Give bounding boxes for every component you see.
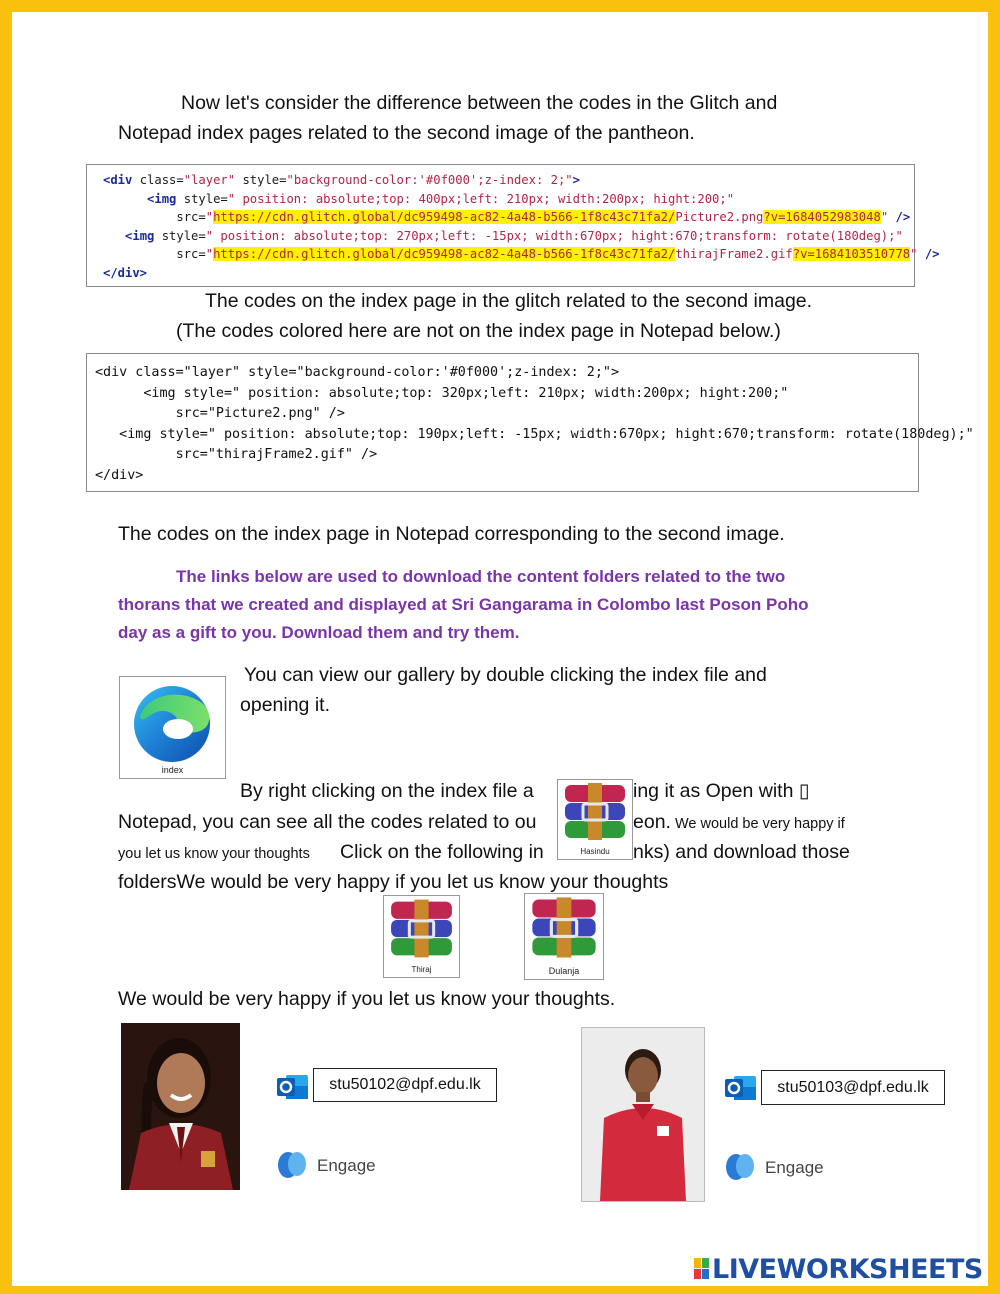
outlook-icon[interactable] [276, 1072, 310, 1102]
code-line: </div> [103, 265, 148, 280]
engage-icon[interactable] [724, 1151, 756, 1183]
code-string: " [880, 210, 889, 225]
code-string: " [910, 247, 918, 262]
download-note-line-1: The links below are used to download the content folders related to the two [176, 567, 786, 586]
code-line: <img style=" position: absolute;top: 320px;left: 210px; width:200px; hight:200;" [95, 385, 789, 401]
caption-glitch-line-2: (The codes colored here are not on the index page in Notepad below.) [176, 320, 781, 342]
index-file-link[interactable] [119, 676, 226, 779]
archive-label: Thiraj [411, 965, 432, 974]
rightclick-line-2c: We would be very happy if [675, 816, 845, 832]
code-tag: /> [917, 247, 940, 262]
archive-download-dulanja[interactable] [524, 893, 604, 980]
student-portrait-image [582, 1028, 704, 1201]
code-string: "background-color:'#0f000';z-index: 2;" [286, 173, 573, 187]
code-line: src="Picture2.png" /> [95, 406, 345, 422]
code-attr: style= [235, 173, 287, 187]
highlighted-url: https://cdn.glitch.global/dc959498-ac82-4a48-b566-1f8c43c71fa2/ [213, 247, 676, 262]
highlighted-url: https://cdn.glitch.global/dc959498-ac82-4a48-b566-1f8c43c71fa2/ [213, 210, 676, 225]
engage-icon[interactable] [276, 1149, 308, 1181]
code-string: "layer" [183, 173, 236, 187]
archive-download-thiraj[interactable] [383, 895, 460, 978]
email-link-2[interactable]: stu50103@dpf.edu.lk [761, 1070, 945, 1105]
gallery-text-line-2: opening it. [240, 694, 330, 716]
winrar-archive-icon [525, 894, 603, 962]
code-line [103, 208, 914, 227]
code-string: " position: absolute;top: 400px;left: 210px; width:200px; hight:200;" [227, 191, 735, 206]
code-line [103, 171, 914, 190]
student-photo-2 [581, 1027, 705, 1202]
archive-download-hasindu[interactable] [557, 779, 633, 860]
code-line: </div> [95, 467, 144, 483]
code-string: Picture2.png [675, 210, 764, 225]
thoughts-text: We would be very happy if you let us know your thoughts. [118, 988, 616, 1010]
gallery-text-line-1: You can view our gallery by double clicking the index file and [244, 664, 767, 686]
rightclick-line-1a: By right clicking on the index file a [240, 780, 534, 802]
code-line: <div class="layer" style="background-color:'#0f000';z-index: 2;"> [95, 365, 620, 380]
code-tag: > [572, 173, 580, 187]
code-attr: src= [176, 210, 206, 225]
engage-label[interactable]: Engage [765, 1158, 824, 1177]
student-photo-1 [121, 1023, 240, 1190]
winrar-archive-icon [558, 780, 632, 844]
code-tag: <img [125, 228, 155, 243]
code-line: <img style=" position: absolute;top: 190px;left: -15px; width:670px; hight:670;transform: rotate(180deg);" [95, 426, 974, 442]
index-caption: index [161, 765, 184, 775]
archive-label: Hasindu [580, 847, 610, 856]
code-tag: /> [888, 210, 911, 225]
code-line: src="thirajFrame2.gif" /> [95, 447, 378, 463]
code-line [103, 245, 940, 264]
caption-notepad: The codes on the index page in Notepad corresponding to the second image. [118, 523, 785, 545]
code-tag: <img [147, 191, 177, 206]
rightclick-line-3a: you let us know your thoughts [118, 846, 310, 862]
code-string: thirajFrame2.gif [675, 247, 793, 262]
rightclick-line-2b: eon. [633, 811, 671, 833]
code-attr: style= [154, 228, 206, 243]
code-attr: src= [176, 247, 206, 262]
archive-label: Dulanja [548, 966, 580, 976]
student-portrait-image [121, 1023, 240, 1190]
intro-line-2: Notepad index pages related to the second image of the pantheon. [118, 122, 695, 144]
winrar-archive-icon [384, 896, 459, 962]
highlighted-version: ?v=1684103510778 [792, 247, 911, 262]
liveworksheets-logo [694, 1254, 983, 1285]
code-line [103, 190, 914, 209]
caption-glitch-line-1: The codes on the index page in the glitch related to the second image. [205, 290, 813, 312]
logo-badge [694, 1258, 710, 1280]
rightclick-line-3b: Click on the following in [340, 841, 544, 863]
rightclick-line-2a: Notepad, you can see all the codes related to ou [118, 811, 537, 833]
code-string: " [205, 247, 214, 262]
rightclick-line-4: foldersWe would be very happy if you let us know your thoughts [118, 871, 669, 893]
code-attr: class= [132, 173, 184, 187]
download-note-line-2: thorans that we created and displayed at Sri Gangarama in Colombo last Poson Poho [118, 595, 809, 614]
rightclick-line-1b: ing it as Open with ▯ [633, 780, 810, 802]
engage-label[interactable]: Engage [317, 1156, 376, 1175]
rightclick-line-3c: nks) and download those [633, 841, 850, 863]
code-attr: style= [176, 191, 228, 206]
edge-icon [120, 677, 225, 767]
code-string: " position: absolute;top: 270px;left: -15px; width:670px; hight:670;transform: rotate(180deg);" [205, 228, 903, 243]
highlighted-version: ?v=1684052983048 [763, 210, 881, 225]
download-note-line-3: day as a gift to you. Download them and try them. [118, 623, 520, 642]
intro-line-1: Now let's consider the difference between the codes in the Glitch and [181, 92, 778, 114]
email-link-1[interactable]: stu50102@dpf.edu.lk [313, 1068, 497, 1102]
outlook-icon[interactable] [724, 1073, 758, 1103]
code-string: " [205, 210, 214, 225]
logo-text: LIVEWORKSHEETS [712, 1254, 983, 1285]
code-tag: <div [103, 173, 133, 187]
notepad-code-block [86, 353, 974, 492]
code-line [103, 227, 914, 246]
glitch-code-block [86, 164, 940, 287]
